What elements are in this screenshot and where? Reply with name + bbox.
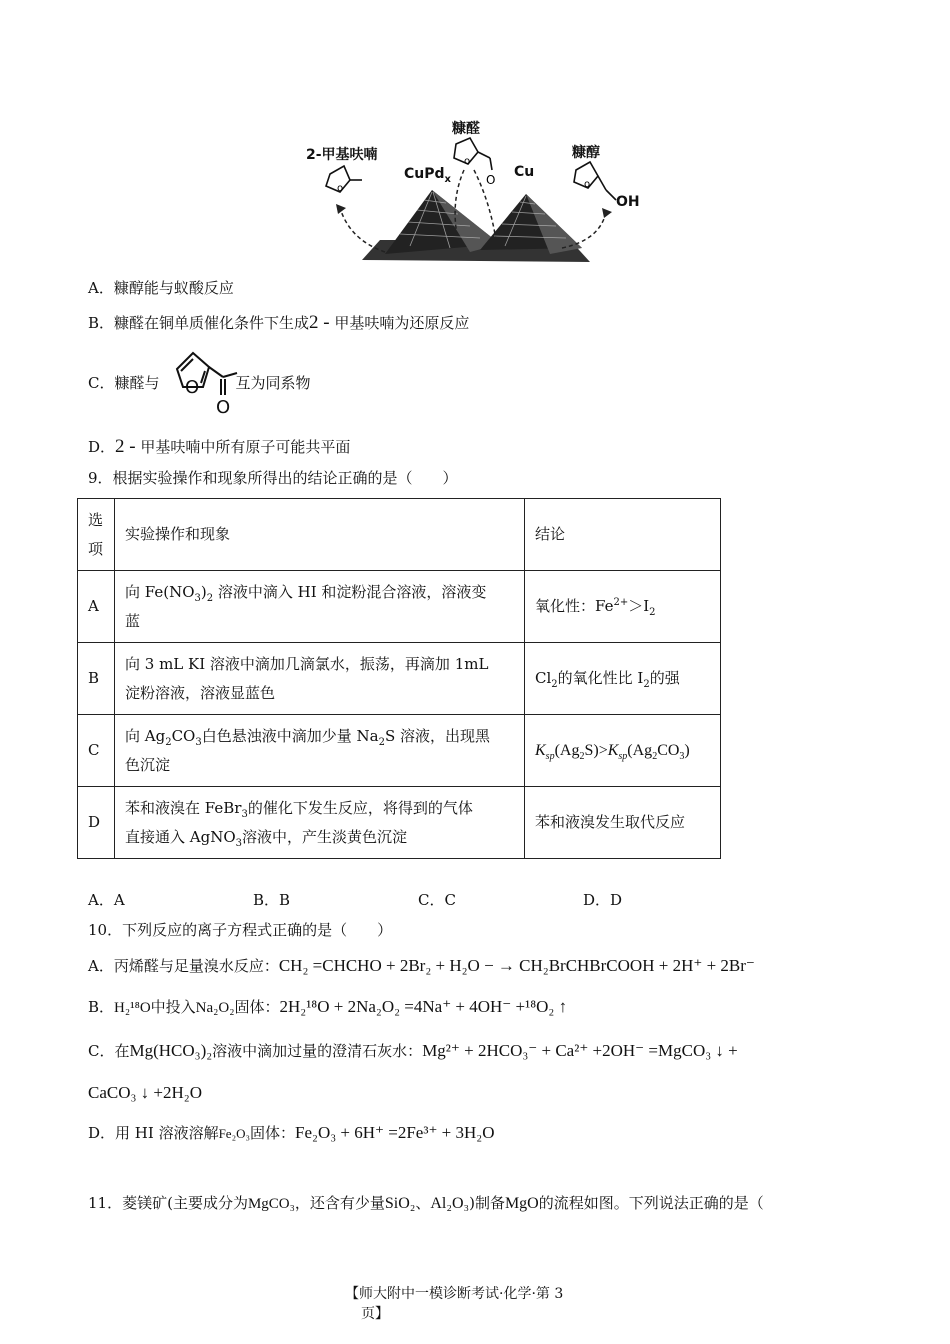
row-operation: 苯和液溴在 FeBr$_3$的催化下发生反应，将得到的气体 直接通入 AgNO$_3$溶液中，产生淡黄色沉淀 [115,787,525,859]
q10-option-b: B．H₂¹⁸O中投入Na₂O₂固体：2H₂¹⁸O + 2Na₂O₂ =4Na⁺ + 4OH⁻ +¹⁸O₂ ↑ [88,997,568,1016]
table-header-row [78,499,721,571]
row-option: A [78,571,115,643]
table-row-b [78,643,721,715]
q10-option-d: D．用 HI 溶液溶解Fe₂O₃固体：Fe₂O₃ + 6H⁺ =2Fe³⁺ + 3H₂O [88,1123,495,1142]
label-methylfuran: 2-甲基呋喃 [306,147,378,163]
q9-option-d: D．D [583,891,623,909]
q10-stem: 10．下列反应的离子方程式正确的是（ ） [88,921,393,939]
row-option: B [78,643,115,715]
q8-option-c: C．糠醛与 互为同系物 [88,374,311,392]
q10-equation-b: 2H₂¹⁸O + 2Na₂O₂ =4Na⁺ + 4OH⁻ +¹⁸O₂ ↑ [279,997,568,1016]
q9-option-b: B．B [253,891,291,909]
label-cupd: CuPd$_x$ [404,166,451,185]
q9-option-a: A．A [88,891,125,909]
row-conclusion: $Cl_2$的氧化性比 $I_2$的强 [525,643,721,715]
q10-equation-c-cont: CaCO₃ ↓ +2H₂O [88,1083,202,1102]
svg-text:O: O [216,397,231,417]
header-conclusion: 结论 [525,499,721,571]
q9-option-c: C．C [418,891,456,909]
row-conclusion: 氧化性：$Fe^{2+}>I_2$ [525,571,721,643]
row-conclusion: $K_{sp}(Ag_2S)>K_{sp}(Ag_2CO_3)$ [525,715,721,787]
row-operation: 向 3 mL KI 溶液中滴加几滴氯水，振荡，再滴加 1mL 淀粉溶液，溶液显蓝色 [115,643,525,715]
furfuryl-alcohol-molecule [574,162,616,200]
table-row-a [78,571,721,643]
q10-option-c-cont [88,1082,202,1104]
q10-option-c: C．在Mg(HCO₃)₂溶液中滴加过量的澄清石灰水：Mg²⁺ + 2HCO₃⁻ + Ca²⁺ +2OH⁻ =MgCO₃ ↓ + [88,1041,738,1060]
row-operation: 向 $Fe(NO_3)_2$ 溶液中滴入 HI 和淀粉混合溶液，溶液变 蓝 [115,571,525,643]
q11-stem: 11．菱镁矿(主要成分为MgCO₃，还含有少量SiO₂、Al₂O₃)制备MgO的流程如图。下列说法正确的是（ [88,1194,764,1212]
footer-line-1: 【师大附中一模诊断考试·化学·第 3 [345,1286,564,1302]
header-operation: 实验操作和现象 [115,499,525,571]
header-option: 选 项 [78,499,115,571]
q8-option-a: A．糠醇能与蚁酸反应 [88,279,234,297]
table-row-d [78,787,721,859]
row-option: D [78,787,115,859]
q10-equation-d: Fe₂O₃ + 6H⁺ =2Fe³⁺ + 3H₂O [295,1123,495,1142]
acetylfuran-structure [163,345,243,417]
experiment-table [77,498,721,859]
q8-option-d: D．2 - 甲基呋喃中所有原子可能共平面 [88,436,351,457]
svg-text:o: o [584,179,591,190]
q8-option-b: B．糠醛在铜单质催化条件下生成2 - 甲基呋喃为还原反应 [88,312,470,333]
row-conclusion: 苯和液溴发生取代反应 [525,787,721,859]
svg-text:O: O [486,173,496,187]
catalysis-figure [300,112,650,270]
q10-equation-a: CH₂ =CHCHO + 2Br₂ + H₂O − → CH₂BrCHBrCOOH + 2H⁺ + 2Br⁻ [278,956,755,975]
footer-line-2: 页】 [361,1306,389,1322]
label-oh: OH [616,194,640,210]
furfural-molecule [454,138,492,170]
label-furfuryl-alcohol: 糠醇 [572,145,600,161]
q10-option-a: A．丙烯醛与足量溴水反应：CH₂ =CHCHO + 2Br₂ + H₂O − → CH₂BrCHBrCOOH + 2H⁺ + 2Br⁻ [88,956,755,975]
label-cu: Cu [514,164,535,180]
table-row-c [78,715,721,787]
q9-stem: 9．根据实验操作和现象所得出的结论正确的是（ ） [88,469,458,487]
row-operation: 向 $Ag_2CO_3$白色悬浊液中滴加少量 $Na_2S$ 溶液，出现黑 色沉淀 [115,715,525,787]
svg-text:O: O [185,377,200,398]
q10-equation-c: Mg²⁺ + 2HCO₃⁻ + Ca²⁺ +2OH⁻ =MgCO₃ ↓ + [422,1041,738,1060]
svg-text:o: o [464,156,471,167]
methylfuran-molecule [326,166,362,192]
row-option: C [78,715,115,787]
svg-text:o: o [337,183,344,194]
label-furfural: 糠醛 [452,121,480,137]
